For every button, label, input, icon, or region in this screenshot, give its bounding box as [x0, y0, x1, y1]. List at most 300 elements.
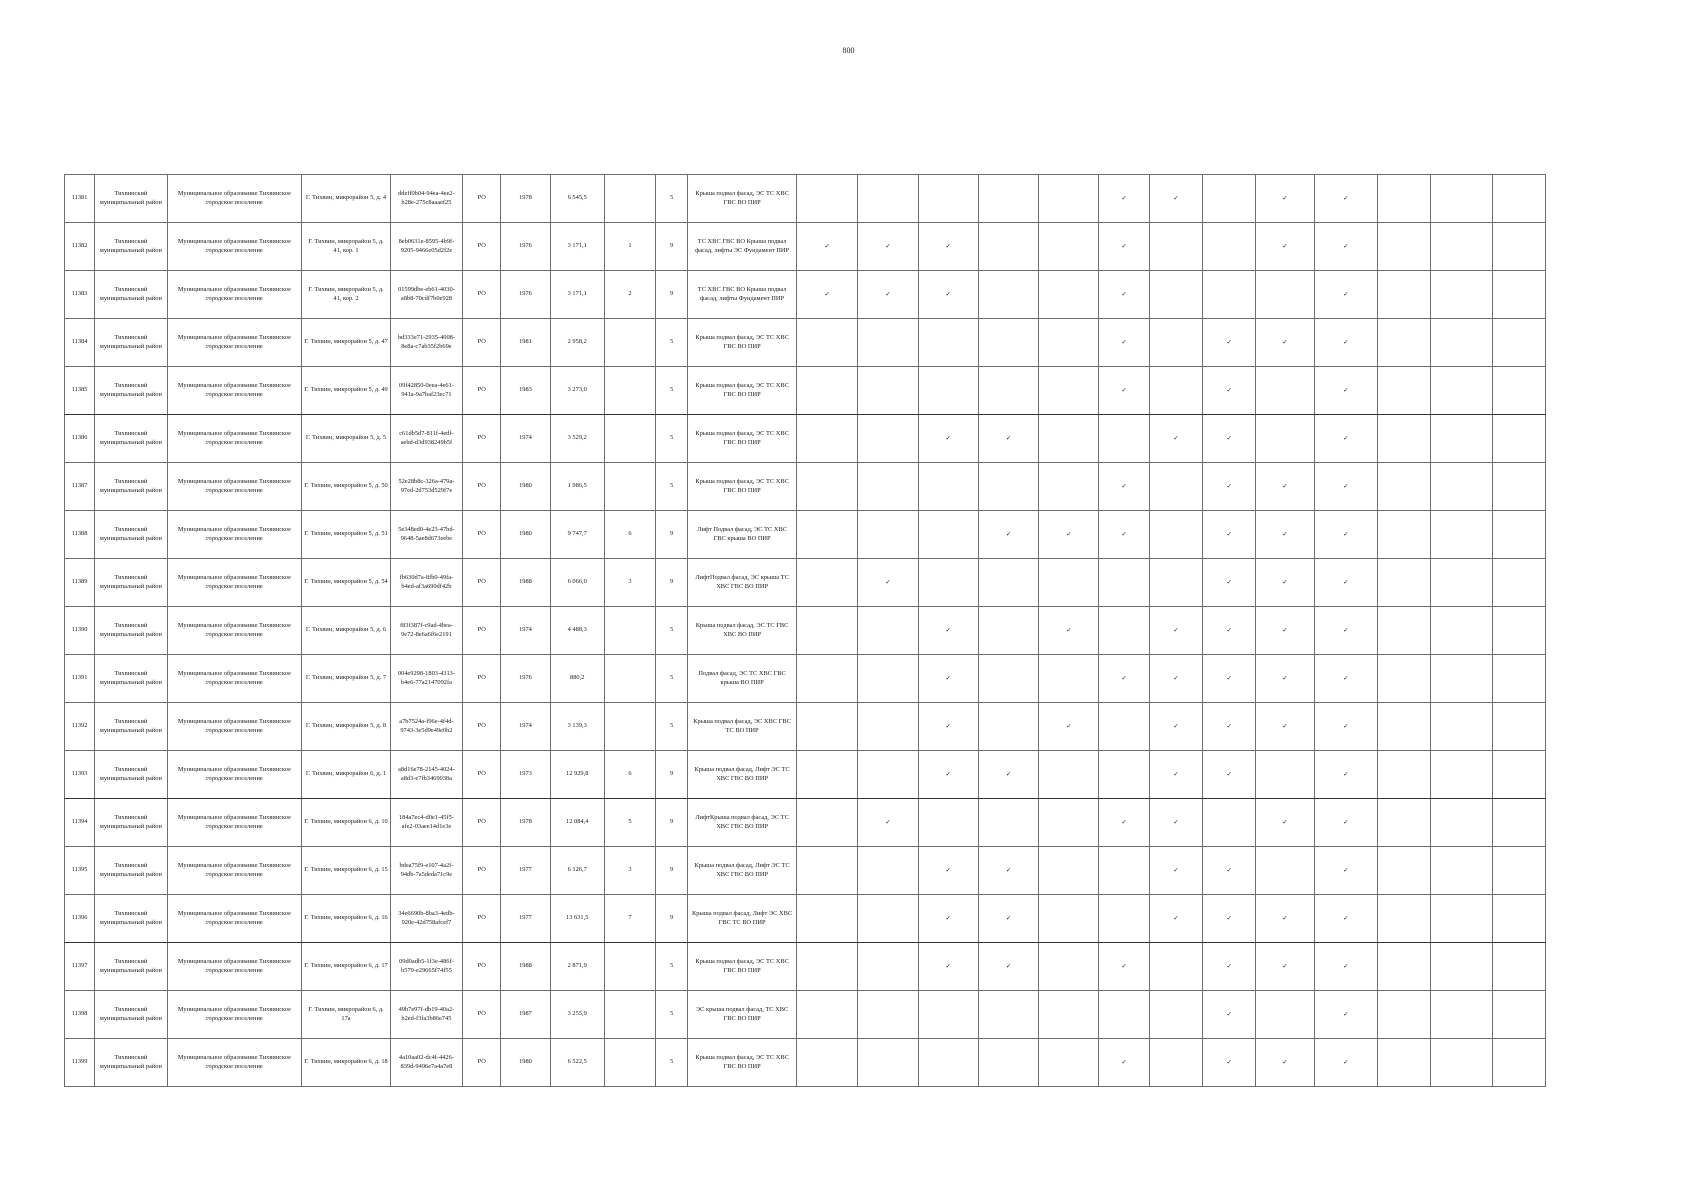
work-type-cell: [1203, 799, 1256, 847]
work-type-cell: [1256, 751, 1314, 799]
municipality-cell: Муниципальное образование Тихвинское городское поселение: [167, 847, 302, 895]
address-cell: Г. Тихвин, микрорайон 6, д. 18: [302, 1039, 390, 1087]
address-cell: Г. Тихвин, микрорайон 5, д. 7: [302, 655, 390, 703]
checkmark-icon: ✓: [1149, 847, 1202, 895]
work-type-cell: [978, 223, 1038, 271]
uid-cell: bd333e71-2935-4008-8e8a-c7ab35f2b69e: [390, 319, 462, 367]
work-type-cell: [978, 367, 1038, 415]
checkmark-icon: ✓: [1314, 175, 1377, 223]
work-type-cell: [1492, 415, 1545, 463]
uid-cell: 09d0adb5-1f3e-486f-b579-e29665f74f55: [390, 943, 462, 991]
checkmark-icon: ✓: [1149, 751, 1202, 799]
works-cell: ТС ХВС ГВС ВО Крыша подвал фасад, лифты ЭС Фундамент ПИР: [688, 223, 797, 271]
work-type-cell: [918, 991, 978, 1039]
floors-cell: 9: [656, 895, 688, 943]
work-type-cell: [1377, 655, 1430, 703]
district-cell: Тихвинский муниципальный район: [95, 799, 167, 847]
work-type-cell: [1039, 415, 1099, 463]
table-row: [65, 751, 1546, 799]
work-type-cell: [1377, 703, 1430, 751]
checkmark-icon: ✓: [918, 271, 978, 319]
table-row: [65, 655, 1546, 703]
entrances-cell: [604, 607, 655, 655]
table-row: [65, 895, 1546, 943]
district-cell: Тихвинский муниципальный район: [95, 367, 167, 415]
table-row: [65, 799, 1546, 847]
work-type-cell: [1039, 895, 1099, 943]
work-type-cell: [1149, 559, 1202, 607]
checkmark-icon: ✓: [1149, 895, 1202, 943]
checkmark-icon: ✓: [1099, 319, 1149, 367]
row-number: 11382: [65, 223, 95, 271]
work-type-cell: [1099, 607, 1149, 655]
uid-cell: 34e6690b-8ba3-4edb-920e-42d758afcef7: [390, 895, 462, 943]
row-number: 11395: [65, 847, 95, 895]
ownership-cell: РО: [463, 607, 501, 655]
ownership-cell: РО: [463, 655, 501, 703]
work-type-cell: [1431, 943, 1492, 991]
checkmark-icon: ✓: [918, 223, 978, 271]
entrances-cell: [604, 463, 655, 511]
work-type-cell: [1039, 319, 1099, 367]
work-type-cell: [858, 175, 918, 223]
floors-cell: 5: [656, 943, 688, 991]
work-type-cell: [1377, 559, 1430, 607]
checkmark-icon: ✓: [1314, 751, 1377, 799]
checkmark-icon: ✓: [1099, 1039, 1149, 1087]
work-type-cell: [978, 463, 1038, 511]
ownership-cell: РО: [463, 703, 501, 751]
checkmark-icon: ✓: [1099, 175, 1149, 223]
work-type-cell: [1431, 319, 1492, 367]
checkmark-icon: ✓: [1203, 655, 1256, 703]
checkmark-icon: ✓: [1203, 991, 1256, 1039]
checkmark-icon: ✓: [1099, 463, 1149, 511]
district-cell: Тихвинский муниципальный район: [95, 175, 167, 223]
municipality-cell: Муниципальное образование Тихвинское городское поселение: [167, 463, 302, 511]
work-type-cell: [1431, 607, 1492, 655]
checkmark-icon: ✓: [918, 847, 978, 895]
area-cell: 13 631,5: [550, 895, 604, 943]
table-row: [65, 703, 1546, 751]
district-cell: Тихвинский муниципальный район: [95, 703, 167, 751]
work-type-cell: [918, 559, 978, 607]
work-type-cell: [796, 463, 857, 511]
row-number: 11387: [65, 463, 95, 511]
work-type-cell: [1431, 223, 1492, 271]
checkmark-icon: ✓: [1256, 463, 1314, 511]
year-cell: 1987: [501, 991, 550, 1039]
floors-cell: 5: [656, 319, 688, 367]
uid-cell: f83f387f-c9ad-4bea-9e72-8e6a6f6e2191: [390, 607, 462, 655]
checkmark-icon: ✓: [1314, 991, 1377, 1039]
entrances-cell: [604, 367, 655, 415]
work-type-cell: [796, 511, 857, 559]
work-type-cell: [1377, 799, 1430, 847]
work-type-cell: [1039, 991, 1099, 1039]
municipality-cell: Муниципальное образование Тихвинское городское поселение: [167, 271, 302, 319]
works-cell: Крыша подвал фасад, ЭС ТС ГВС ХВС ВО ПИР: [688, 607, 797, 655]
checkmark-icon: ✓: [1203, 607, 1256, 655]
floors-cell: 9: [656, 223, 688, 271]
district-cell: Тихвинский муниципальный район: [95, 271, 167, 319]
checkmark-icon: ✓: [858, 271, 918, 319]
municipality-cell: Муниципальное образование Тихвинское городское поселение: [167, 895, 302, 943]
work-type-cell: [1431, 991, 1492, 1039]
work-type-cell: [1431, 655, 1492, 703]
works-cell: Крыша подвал фасад, ЭС ТС ХВС ГВС ВО ПИР: [688, 367, 797, 415]
municipality-cell: Муниципальное образование Тихвинское городское поселение: [167, 607, 302, 655]
work-type-cell: [1039, 223, 1099, 271]
work-type-cell: [1492, 1039, 1545, 1087]
work-type-cell: [978, 319, 1038, 367]
works-cell: Крыша подвал фасад, Лифт ЭС ТС ХВС ГВС ВО ПИР: [688, 751, 797, 799]
table-row: [65, 607, 1546, 655]
uid-cell: 5e348ed0-4e23-47bd-9648-5ae8d673eebe: [390, 511, 462, 559]
work-type-cell: [858, 847, 918, 895]
work-type-cell: [1099, 895, 1149, 943]
ownership-cell: РО: [463, 1039, 501, 1087]
address-cell: Г. Тихвин, микрорайон 5, д. 6: [302, 607, 390, 655]
work-type-cell: [796, 799, 857, 847]
municipality-cell: Муниципальное образование Тихвинское городское поселение: [167, 799, 302, 847]
checkmark-icon: ✓: [978, 895, 1038, 943]
work-type-cell: [1431, 415, 1492, 463]
row-number: 11393: [65, 751, 95, 799]
ownership-cell: РО: [463, 847, 501, 895]
area-cell: 12 084,4: [550, 799, 604, 847]
address-cell: Г. Тихвин, микрорайон 6, д. 17: [302, 943, 390, 991]
work-type-cell: [1149, 943, 1202, 991]
district-cell: Тихвинский муниципальный район: [95, 943, 167, 991]
row-number: 11398: [65, 991, 95, 1039]
checkmark-icon: ✓: [918, 703, 978, 751]
year-cell: 1978: [501, 799, 550, 847]
district-cell: Тихвинский муниципальный район: [95, 463, 167, 511]
work-type-cell: [1039, 751, 1099, 799]
work-type-cell: [1099, 847, 1149, 895]
year-cell: 1978: [501, 175, 550, 223]
work-type-cell: [858, 751, 918, 799]
area-cell: 6 066,0: [550, 559, 604, 607]
district-cell: Тихвинский муниципальный район: [95, 1039, 167, 1087]
year-cell: 1988: [501, 943, 550, 991]
work-type-cell: [1492, 895, 1545, 943]
table-row: [65, 415, 1546, 463]
work-type-cell: [918, 799, 978, 847]
ownership-cell: РО: [463, 223, 501, 271]
area-cell: 880,2: [550, 655, 604, 703]
checkmark-icon: ✓: [1203, 463, 1256, 511]
floors-cell: 5: [656, 607, 688, 655]
checkmark-icon: ✓: [1314, 319, 1377, 367]
year-cell: 1988: [501, 559, 550, 607]
work-type-cell: [796, 607, 857, 655]
checkmark-icon: ✓: [1099, 223, 1149, 271]
table-row: [65, 175, 1546, 223]
floors-cell: 5: [656, 991, 688, 1039]
checkmark-icon: ✓: [1256, 1039, 1314, 1087]
work-type-cell: [1431, 895, 1492, 943]
checkmark-icon: ✓: [1314, 511, 1377, 559]
district-cell: Тихвинский муниципальный район: [95, 415, 167, 463]
checkmark-icon: ✓: [1099, 367, 1149, 415]
row-number: 11392: [65, 703, 95, 751]
checkmark-icon: ✓: [918, 655, 978, 703]
checkmark-icon: ✓: [1203, 511, 1256, 559]
work-type-cell: [1149, 367, 1202, 415]
work-type-cell: [1492, 607, 1545, 655]
works-cell: Крыша подвал фасад, ЭС ТС ХВС ГВС ВО ПИР: [688, 943, 797, 991]
work-type-cell: [1431, 511, 1492, 559]
area-cell: 12 929,8: [550, 751, 604, 799]
work-type-cell: [1256, 271, 1314, 319]
work-type-cell: [1492, 703, 1545, 751]
checkmark-icon: ✓: [1203, 1039, 1256, 1087]
work-type-cell: [1099, 415, 1149, 463]
checkmark-icon: ✓: [1314, 559, 1377, 607]
municipality-cell: Муниципальное образование Тихвинское городское поселение: [167, 751, 302, 799]
work-type-cell: [1492, 367, 1545, 415]
work-type-cell: [1377, 415, 1430, 463]
work-type-cell: [1431, 751, 1492, 799]
checkmark-icon: ✓: [1314, 895, 1377, 943]
page-number: 800: [842, 46, 855, 55]
work-type-cell: [1377, 511, 1430, 559]
checkmark-icon: ✓: [1203, 703, 1256, 751]
work-type-cell: [1039, 175, 1099, 223]
year-cell: 1976: [501, 223, 550, 271]
work-type-cell: [858, 895, 918, 943]
municipality-cell: Муниципальное образование Тихвинское городское поселение: [167, 415, 302, 463]
work-type-cell: [858, 703, 918, 751]
ownership-cell: РО: [463, 559, 501, 607]
work-type-cell: [796, 847, 857, 895]
work-type-cell: [1377, 1039, 1430, 1087]
entrances-cell: [604, 703, 655, 751]
work-type-cell: [1492, 751, 1545, 799]
uid-cell: 09f42850-0eea-4e61-941a-9a7baf23ec71: [390, 367, 462, 415]
work-type-cell: [1256, 847, 1314, 895]
work-type-cell: [918, 463, 978, 511]
ownership-cell: РО: [463, 943, 501, 991]
area-cell: 2 871,9: [550, 943, 604, 991]
work-type-cell: [1377, 367, 1430, 415]
floors-cell: 5: [656, 463, 688, 511]
works-cell: Крыша подвал фасад, ЭС ТС ХВС ГВС ВО ПИР: [688, 415, 797, 463]
entrances-cell: [604, 655, 655, 703]
work-type-cell: [1431, 367, 1492, 415]
uid-cell: ddeff0b04-94ea-4ee2-b28e-275c8aaaef25: [390, 175, 462, 223]
work-type-cell: [858, 991, 918, 1039]
checkmark-icon: ✓: [1203, 847, 1256, 895]
area-cell: 3 171,1: [550, 223, 604, 271]
work-type-cell: [918, 1039, 978, 1087]
municipality-cell: Муниципальное образование Тихвинское городское поселение: [167, 223, 302, 271]
row-number: 11397: [65, 943, 95, 991]
entrances-cell: 3: [604, 847, 655, 895]
checkmark-icon: ✓: [1099, 511, 1149, 559]
work-type-cell: [1039, 655, 1099, 703]
checkmark-icon: ✓: [1314, 271, 1377, 319]
work-type-cell: [978, 607, 1038, 655]
checkmark-icon: ✓: [1256, 319, 1314, 367]
municipality-cell: Муниципальное образование Тихвинское городское поселение: [167, 319, 302, 367]
checkmark-icon: ✓: [1256, 799, 1314, 847]
address-cell: Г. Тихвин, микрорайон 6, д. 16: [302, 895, 390, 943]
work-type-cell: [1377, 895, 1430, 943]
checkmark-icon: ✓: [978, 943, 1038, 991]
checkmark-icon: ✓: [1039, 607, 1099, 655]
work-type-cell: [1377, 463, 1430, 511]
work-type-cell: [1039, 463, 1099, 511]
works-cell: Крыша подвал фасад, ЭС ХВС ГВС ТС ВО ПИР: [688, 703, 797, 751]
row-number: 11383: [65, 271, 95, 319]
checkmark-icon: ✓: [1256, 511, 1314, 559]
work-type-cell: [796, 895, 857, 943]
work-type-cell: [796, 703, 857, 751]
entrances-cell: [604, 319, 655, 367]
floors-cell: 5: [656, 367, 688, 415]
work-type-cell: [858, 463, 918, 511]
row-number: 11394: [65, 799, 95, 847]
work-type-cell: [858, 319, 918, 367]
municipality-cell: Муниципальное образование Тихвинское городское поселение: [167, 559, 302, 607]
table-row: [65, 1039, 1546, 1087]
checkmark-icon: ✓: [1203, 943, 1256, 991]
checkmark-icon: ✓: [918, 895, 978, 943]
address-cell: Г. Тихвин, микрорайон 6, д. 15: [302, 847, 390, 895]
address-cell: Г. Тихвин, микрорайон 6, д. 10: [302, 799, 390, 847]
work-type-cell: [1203, 223, 1256, 271]
work-type-cell: [1431, 271, 1492, 319]
address-cell: Г. Тихвин, микрорайон 5, д. 41, кор. 1: [302, 223, 390, 271]
entrances-cell: 7: [604, 895, 655, 943]
entrances-cell: [604, 1039, 655, 1087]
uid-cell: bdea75f9-e107-4a2f-94db-7a5deda71c9e: [390, 847, 462, 895]
work-type-cell: [858, 655, 918, 703]
work-type-cell: [1256, 367, 1314, 415]
work-type-cell: [858, 943, 918, 991]
year-cell: 1977: [501, 847, 550, 895]
work-type-cell: [858, 511, 918, 559]
checkmark-icon: ✓: [1314, 943, 1377, 991]
work-type-cell: [1039, 559, 1099, 607]
works-cell: ЛифтПодвал фасад, ЭС крыша ТС ХВС ГВС ВО ПИР: [688, 559, 797, 607]
uid-cell: c61db5d7-811f-4edf-aebd-d3d938249b5f: [390, 415, 462, 463]
works-cell: Крыша подвал фасад, Лифт ЭС ХВС ГВС ТС ВО ПИР: [688, 895, 797, 943]
year-cell: 1980: [501, 511, 550, 559]
work-type-cell: [1492, 271, 1545, 319]
floors-cell: 9: [656, 799, 688, 847]
ownership-cell: РО: [463, 367, 501, 415]
work-type-cell: [858, 367, 918, 415]
entrances-cell: [604, 943, 655, 991]
work-type-cell: [978, 1039, 1038, 1087]
district-cell: Тихвинский муниципальный район: [95, 607, 167, 655]
year-cell: 1980: [501, 463, 550, 511]
work-type-cell: [858, 415, 918, 463]
work-type-cell: [1039, 1039, 1099, 1087]
municipality-cell: Муниципальное образование Тихвинское городское поселение: [167, 367, 302, 415]
entrances-cell: 6: [604, 511, 655, 559]
works-cell: Крыша подвал фасад, ЭС ТС ХВС ГВС ВО ПИР: [688, 1039, 797, 1087]
floors-cell: 9: [656, 511, 688, 559]
checkmark-icon: ✓: [1314, 223, 1377, 271]
work-type-cell: [1149, 991, 1202, 1039]
ownership-cell: РО: [463, 991, 501, 1039]
district-cell: Тихвинский муниципальный район: [95, 559, 167, 607]
district-cell: Тихвинский муниципальный район: [95, 991, 167, 1039]
checkmark-icon: ✓: [918, 751, 978, 799]
floors-cell: 5: [656, 703, 688, 751]
uid-cell: 4a10aa02-dc4f-4426-839d-9496e7a4a7e8: [390, 1039, 462, 1087]
ownership-cell: РО: [463, 751, 501, 799]
area-cell: 3 139,3: [550, 703, 604, 751]
checkmark-icon: ✓: [1203, 367, 1256, 415]
checkmark-icon: ✓: [978, 751, 1038, 799]
ownership-cell: РО: [463, 319, 501, 367]
year-cell: 1974: [501, 415, 550, 463]
work-type-cell: [1149, 1039, 1202, 1087]
checkmark-icon: ✓: [978, 415, 1038, 463]
row-number: 11385: [65, 367, 95, 415]
district-cell: Тихвинский муниципальный район: [95, 751, 167, 799]
checkmark-icon: ✓: [1149, 415, 1202, 463]
checkmark-icon: ✓: [858, 223, 918, 271]
row-number: 11388: [65, 511, 95, 559]
work-type-cell: [1431, 463, 1492, 511]
area-cell: 6 522,5: [550, 1039, 604, 1087]
row-number: 11381: [65, 175, 95, 223]
area-cell: 3 171,1: [550, 271, 604, 319]
row-number: 11384: [65, 319, 95, 367]
year-cell: 1974: [501, 703, 550, 751]
works-cell: Крыша подвал фасад, ЭС ТС ХВС ГВС ВО ПИР: [688, 463, 797, 511]
checkmark-icon: ✓: [978, 847, 1038, 895]
table-row: [65, 511, 1546, 559]
checkmark-icon: ✓: [1149, 655, 1202, 703]
checkmark-icon: ✓: [1256, 703, 1314, 751]
work-type-cell: [796, 943, 857, 991]
work-type-cell: [1203, 175, 1256, 223]
checkmark-icon: ✓: [1256, 655, 1314, 703]
checkmark-icon: ✓: [1314, 1039, 1377, 1087]
checkmark-icon: ✓: [1314, 415, 1377, 463]
address-cell: Г. Тихвин, микрорайон 5, д. 47: [302, 319, 390, 367]
district-cell: Тихвинский муниципальный район: [95, 223, 167, 271]
work-type-cell: [796, 415, 857, 463]
ownership-cell: РО: [463, 415, 501, 463]
uid-cell: a8d16e78-2145-4024-a8d3-e7fb3469038a: [390, 751, 462, 799]
checkmark-icon: ✓: [1203, 415, 1256, 463]
checkmark-icon: ✓: [1314, 463, 1377, 511]
work-type-cell: [1377, 943, 1430, 991]
row-number: 11390: [65, 607, 95, 655]
work-type-cell: [1492, 319, 1545, 367]
work-type-cell: [978, 991, 1038, 1039]
work-type-cell: [1377, 991, 1430, 1039]
uid-cell: fb630d7a-8fb0-49fa-b4ed-af3a690df42b: [390, 559, 462, 607]
housing-register-table: [64, 174, 1546, 1087]
works-cell: ЛифтКрыша подвал фасад, ЭС ТС ХВС ГВС ВО ПИР: [688, 799, 797, 847]
table-row: [65, 271, 1546, 319]
works-cell: ТС ХВС ГВС ВО Крыша подвал фасад, лифты Фундамент ПИР: [688, 271, 797, 319]
checkmark-icon: ✓: [1314, 703, 1377, 751]
checkmark-icon: ✓: [1256, 895, 1314, 943]
work-type-cell: [796, 655, 857, 703]
floors-cell: 9: [656, 847, 688, 895]
